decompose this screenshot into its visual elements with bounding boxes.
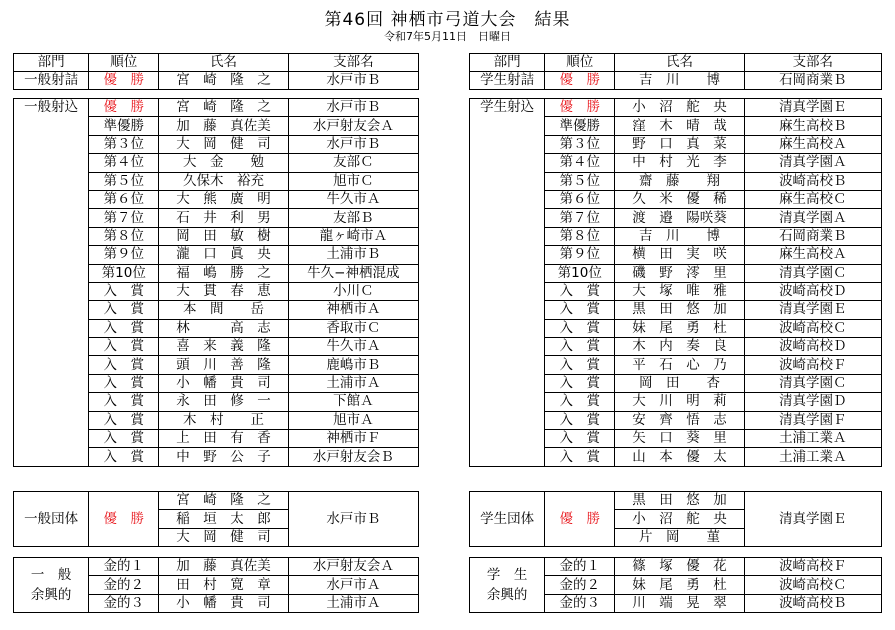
- rank-cell: 入 賞: [89, 374, 159, 392]
- name-cell: 福 嶋 勝 之: [159, 264, 288, 282]
- branch-cell: 波崎高校Ｄ: [744, 338, 881, 356]
- name-cell: 妹 尾 勇 杜: [615, 576, 744, 594]
- rank-cell: 金的２: [545, 576, 615, 594]
- name-cell: 渡 邉 陽咲葵: [615, 209, 744, 227]
- rank-cell: 優 勝: [89, 492, 159, 547]
- name-cell: 大 岡 健 司: [159, 135, 288, 153]
- name-cell: 大 熊 廣 明: [159, 190, 288, 208]
- rank-cell: 入 賞: [545, 338, 615, 356]
- rank-cell: 入 賞: [545, 374, 615, 392]
- rank-cell: 金的３: [545, 594, 615, 612]
- name-cell: 野 口 真 菜: [615, 135, 744, 153]
- branch-cell: 友部Ｂ: [288, 209, 418, 227]
- rank-cell: 金的３: [89, 594, 159, 612]
- name-cell: 加 藤 真佐美: [159, 117, 288, 135]
- rank-cell: 第６位: [545, 190, 615, 208]
- category-cell: 学生射込: [470, 99, 545, 467]
- rank-cell: 第９位: [89, 246, 159, 264]
- name-cell: 吉 川 博: [615, 227, 744, 245]
- name-cell: 山 本 優 太: [615, 448, 744, 466]
- rank-cell: 第８位: [89, 227, 159, 245]
- rank-cell: 第５位: [545, 172, 615, 190]
- category-cell: 一般団体: [14, 492, 89, 547]
- name-cell: 篠 塚 優 花: [615, 558, 744, 576]
- name-cell: 小 幡 貴 司: [159, 594, 288, 612]
- name-cell: 平 石 心 乃: [615, 356, 744, 374]
- branch-cell: 旭市Ｃ: [288, 172, 418, 190]
- table-row: [14, 558, 419, 576]
- left-kinteki-table: [13, 557, 419, 613]
- name-cell: 本 間 岳: [159, 301, 288, 319]
- right-team-table: [469, 491, 882, 547]
- header-branch: 支部名: [744, 54, 881, 72]
- category-line2: 余興的: [486, 587, 528, 604]
- member-cell: 大 岡 健 司: [159, 528, 288, 546]
- branch-cell: 下館Ａ: [288, 393, 418, 411]
- name-cell: 安 齊 悟 志: [615, 411, 744, 429]
- branch-cell: 麻生高校Ａ: [744, 246, 881, 264]
- header-rank: 順位: [545, 54, 615, 72]
- name-cell: 久 米 優 稀: [615, 190, 744, 208]
- rank-cell: 入 賞: [89, 411, 159, 429]
- name-cell: 大 川 明 莉: [615, 393, 744, 411]
- branch-cell: 清真学園Ｅ: [744, 492, 881, 547]
- name-cell: 宮 崎 隆 之: [159, 72, 288, 90]
- branch-cell: 土浦工業Ａ: [744, 448, 881, 466]
- header-row: [14, 54, 419, 72]
- branch-cell: 土浦工業Ａ: [744, 430, 881, 448]
- header-name: 氏名: [615, 54, 744, 72]
- branch-cell: 水戸射友会Ａ: [288, 117, 418, 135]
- branch-cell: 土浦市Ｂ: [288, 246, 418, 264]
- branch-cell: 水戸市Ｂ: [288, 492, 418, 547]
- name-cell: 久保木 裕充: [159, 172, 288, 190]
- branch-cell: 龍ヶ崎市Ａ: [288, 227, 418, 245]
- branch-cell: 牛久−神栖混成: [288, 264, 418, 282]
- table-row: [14, 99, 419, 117]
- branch-cell: 波崎高校Ｂ: [744, 172, 881, 190]
- header-category: 部門: [470, 54, 545, 72]
- category-line1: 一 般: [30, 567, 72, 584]
- rank-cell: 入 賞: [89, 356, 159, 374]
- rank-cell: 入 賞: [89, 282, 159, 300]
- branch-cell: 清真学園Ａ: [744, 209, 881, 227]
- table-row: [470, 558, 882, 576]
- rank-cell: 入 賞: [545, 319, 615, 337]
- rank-cell: 入 賞: [89, 301, 159, 319]
- rank-cell: 入 賞: [545, 430, 615, 448]
- rank-cell: 金的１: [545, 558, 615, 576]
- header-category: 部門: [14, 54, 89, 72]
- branch-cell: 清真学園Ｃ: [744, 264, 881, 282]
- rank-cell: 入 賞: [545, 448, 615, 466]
- left-summary-table: [13, 53, 419, 90]
- name-cell: 加 藤 真佐美: [159, 558, 288, 576]
- rank-cell: 第７位: [545, 209, 615, 227]
- right-individual-table: [469, 98, 882, 467]
- table-row: [470, 492, 882, 510]
- name-cell: 田 村 寛 章: [159, 576, 288, 594]
- name-cell: 磯 野 澪 里: [615, 264, 744, 282]
- member-cell: 片 岡 菫: [615, 528, 744, 546]
- name-cell: 矢 口 葵 里: [615, 430, 744, 448]
- category-cell: [470, 558, 545, 613]
- category-cell: 一般射詰: [14, 72, 89, 90]
- right-summary-table: [469, 53, 882, 90]
- branch-cell: 石岡商業Ｂ: [744, 227, 881, 245]
- event-date: 令和7年5月11日 日曜日: [384, 30, 511, 43]
- branch-cell: 牛久市Ａ: [288, 338, 418, 356]
- branch-cell: 神栖市Ｆ: [288, 430, 418, 448]
- rank-cell: 入 賞: [545, 282, 615, 300]
- rank-cell: 第７位: [89, 209, 159, 227]
- rank-cell: 第６位: [89, 190, 159, 208]
- rank-cell: 第４位: [89, 154, 159, 172]
- rank-cell: 優 勝: [89, 72, 159, 90]
- rank-cell: 入 賞: [89, 393, 159, 411]
- right-kinteki-table: [469, 557, 882, 613]
- name-cell: 上 田 有 香: [159, 430, 288, 448]
- name-cell: 吉 川 博: [615, 72, 744, 90]
- rank-cell: 第３位: [545, 135, 615, 153]
- name-cell: 大 塚 唯 雅: [615, 282, 744, 300]
- name-cell: 永 田 修 一: [159, 393, 288, 411]
- branch-cell: 波崎高校Ｆ: [744, 558, 881, 576]
- category-cell: 学生射詰: [470, 72, 545, 90]
- branch-cell: 清真学園Ｄ: [744, 393, 881, 411]
- rank-cell: 入 賞: [89, 448, 159, 466]
- rank-cell: 金的２: [89, 576, 159, 594]
- category-line1: 学 生: [486, 567, 528, 584]
- branch-cell: 波崎高校Ｂ: [744, 594, 881, 612]
- left-individual-table: [13, 98, 419, 467]
- rank-cell: 第３位: [89, 135, 159, 153]
- branch-cell: 波崎高校Ｆ: [744, 356, 881, 374]
- branch-cell: 土浦市Ａ: [288, 374, 418, 392]
- rank-cell: 入 賞: [545, 393, 615, 411]
- category-cell: 一般射込: [14, 99, 89, 467]
- branch-cell: 麻生高校Ａ: [744, 135, 881, 153]
- name-cell: 川 端 晃 翠: [615, 594, 744, 612]
- name-cell: 齋 藤 翔: [615, 172, 744, 190]
- name-cell: 岡 田 杏: [615, 374, 744, 392]
- rank-cell: 第８位: [545, 227, 615, 245]
- name-cell: 大 貫 春 恵: [159, 282, 288, 300]
- name-cell: 宮 崎 隆 之: [159, 99, 288, 117]
- branch-cell: 清真学園Ｆ: [744, 411, 881, 429]
- name-cell: 妹 尾 勇 杜: [615, 319, 744, 337]
- rank-cell: 優 勝: [89, 99, 159, 117]
- name-cell: 林 高 志: [159, 319, 288, 337]
- rank-cell: 入 賞: [545, 356, 615, 374]
- branch-cell: 水戸市Ｂ: [288, 135, 418, 153]
- left-team-table: [13, 491, 419, 547]
- table-row: [470, 99, 882, 117]
- name-cell: 横 田 実 咲: [615, 246, 744, 264]
- name-cell: 大 金 勉: [159, 154, 288, 172]
- header-name: 氏名: [159, 54, 288, 72]
- rank-cell: 第10位: [89, 264, 159, 282]
- rank-cell: 第９位: [545, 246, 615, 264]
- table-row: [470, 72, 882, 90]
- name-cell: 喜 来 義 隆: [159, 338, 288, 356]
- branch-cell: 鹿嶋市Ｂ: [288, 356, 418, 374]
- rank-cell: 優 勝: [545, 99, 615, 117]
- branch-cell: 牛久市Ａ: [288, 190, 418, 208]
- branch-cell: 水戸射友会Ｂ: [288, 448, 418, 466]
- branch-cell: 麻生高校Ｂ: [744, 117, 881, 135]
- name-cell: 中 野 公 子: [159, 448, 288, 466]
- branch-cell: 清真学園Ｅ: [744, 99, 881, 117]
- rank-cell: 入 賞: [89, 338, 159, 356]
- branch-cell: 水戸射友会Ａ: [288, 558, 418, 576]
- branch-cell: 波崎高校Ｄ: [744, 282, 881, 300]
- name-cell: 木 内 奏 良: [615, 338, 744, 356]
- branch-cell: 水戸市Ｂ: [288, 99, 418, 117]
- rank-cell: 入 賞: [545, 301, 615, 319]
- table-row: [14, 72, 419, 90]
- name-cell: 窪 木 晴 哉: [615, 117, 744, 135]
- header-row: [470, 54, 882, 72]
- rank-cell: 優 勝: [545, 72, 615, 90]
- branch-cell: 水戸市Ｂ: [288, 72, 418, 90]
- rank-cell: 準優勝: [89, 117, 159, 135]
- rank-cell: 入 賞: [545, 411, 615, 429]
- name-cell: 黒 田 悠 加: [615, 301, 744, 319]
- rank-cell: 準優勝: [545, 117, 615, 135]
- branch-cell: 小川Ｃ: [288, 282, 418, 300]
- branch-cell: 麻生高校Ｃ: [744, 190, 881, 208]
- branch-cell: 神栖市Ａ: [288, 301, 418, 319]
- rank-cell: 入 賞: [89, 430, 159, 448]
- branch-cell: 香取市Ｃ: [288, 319, 418, 337]
- header-branch: 支部名: [288, 54, 418, 72]
- branch-cell: 波崎高校Ｃ: [744, 319, 881, 337]
- name-cell: 石 井 利 男: [159, 209, 288, 227]
- rank-cell: 第４位: [545, 154, 615, 172]
- table-row: [14, 492, 419, 510]
- branch-cell: 清真学園Ａ: [744, 154, 881, 172]
- branch-cell: 清真学園Ｅ: [744, 301, 881, 319]
- branch-cell: 清真学園Ｃ: [744, 374, 881, 392]
- member-cell: 黒 田 悠 加: [615, 492, 744, 510]
- name-cell: 木 村 正: [159, 411, 288, 429]
- member-cell: 稲 垣 太 郎: [159, 510, 288, 528]
- member-cell: 宮 崎 隆 之: [159, 492, 288, 510]
- name-cell: 瀧 口 眞 央: [159, 246, 288, 264]
- category-cell: 学生団体: [470, 492, 545, 547]
- branch-cell: 友部Ｃ: [288, 154, 418, 172]
- name-cell: 小 沼 舵 央: [615, 99, 744, 117]
- branch-cell: 旭市Ａ: [288, 411, 418, 429]
- rank-cell: 優 勝: [545, 492, 615, 547]
- branch-cell: 石岡商業Ｂ: [744, 72, 881, 90]
- name-cell: 頭 川 善 隆: [159, 356, 288, 374]
- branch-cell: 土浦市Ａ: [288, 594, 418, 612]
- name-cell: 岡 田 敏 樹: [159, 227, 288, 245]
- header-rank: 順位: [89, 54, 159, 72]
- member-cell: 小 沼 舵 央: [615, 510, 744, 528]
- category-cell: [14, 558, 89, 613]
- rank-cell: 入 賞: [89, 319, 159, 337]
- rank-cell: 第10位: [545, 264, 615, 282]
- rank-cell: 金的１: [89, 558, 159, 576]
- name-cell: 小 幡 貴 司: [159, 374, 288, 392]
- rank-cell: 第５位: [89, 172, 159, 190]
- branch-cell: 波崎高校Ｃ: [744, 576, 881, 594]
- branch-cell: 水戸市Ａ: [288, 576, 418, 594]
- page-title: 第46回 神栖市弓道大会 結果: [324, 10, 571, 30]
- name-cell: 中 村 光 李: [615, 154, 744, 172]
- category-line2: 余興的: [30, 587, 72, 604]
